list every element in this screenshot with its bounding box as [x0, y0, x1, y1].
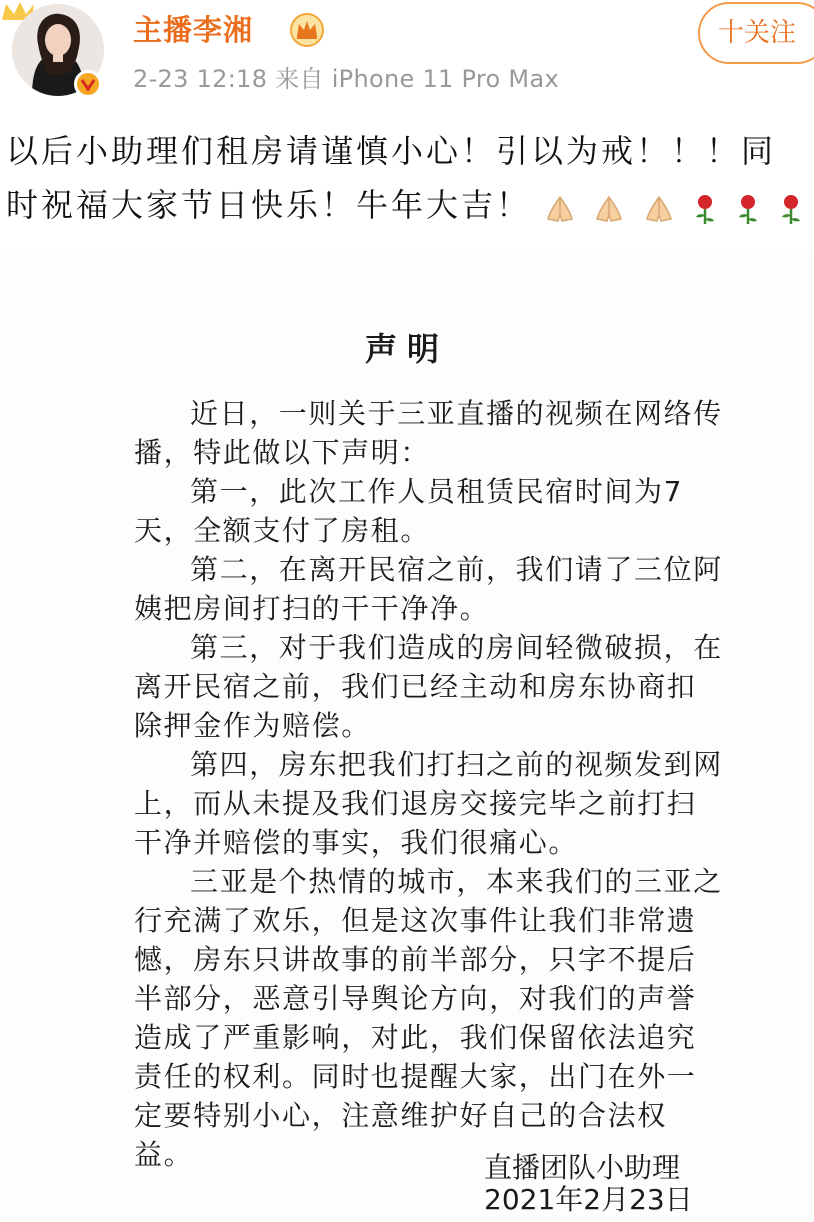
post-text-line-content: 时祝福大家节日快乐！牛年大吉！ [6, 186, 532, 224]
statement-paragraph: 近日，一则关于三亚直播的视频在网络传播，特此做以下声明： [134, 397, 723, 469]
statement-title: 声明 [364, 330, 449, 368]
emoji-row [544, 180, 808, 234]
statement-paragraph: 第二，在离开民宿之前，我们请了三位阿姨把房间打扫的干干净净。 [134, 553, 723, 625]
rose-icon [692, 193, 718, 225]
pray-hands-icon [643, 193, 675, 225]
statement-paragraph: 第四，房东把我们打扫之前的视频发到网上，而从未提及我们退房交接完毕之前打扫干净并赔偿的事实，我们很痛心。 [134, 748, 723, 859]
post-meta: 2-23 12:18 来自 iPhone 11 Pro Max [133, 65, 559, 93]
rose-icon [778, 193, 804, 225]
post-text-line [6, 178, 812, 234]
statement-paragraph: 第三，对于我们造成的房间轻微破损，在离开民宿之前，我们已经主动和房东协商扣除押金作为赔偿。 [134, 631, 723, 742]
rose-icon [735, 193, 761, 225]
statement-paragraph: 三亚是个热情的城市，本来我们的三亚之行充满了欢乐，但是这次事件让我们非常遗憾，房东只讲故事的前半部分，只字不提后半部分，恶意引导舆论方向，对我们的声誉造成了严重影响，对此，我们保留依法追究责任的权利。同时也提醒大家，出门在外一定要特别小心，注意维护好自己的合法权益。 [134, 865, 723, 1171]
follow-button[interactable]: 十关注 [698, 2, 814, 64]
post-header [0, 0, 814, 110]
post-text-line: 以后小助理们租房请谨慎小心！引以为戒！！！同 [6, 132, 777, 170]
verified-badge-icon [74, 70, 102, 98]
pray-hands-icon [593, 193, 625, 225]
statement-image[interactable] [0, 250, 814, 1222]
post-text [6, 124, 812, 234]
statement-signature [484, 1152, 693, 1216]
statement-body [134, 394, 724, 1174]
username[interactable]: 主播李湘 [133, 13, 254, 47]
pray-hands-icon [544, 193, 576, 225]
statement-paragraph: 第一，此次工作人员租赁民宿时间为7天，全额支付了房租。 [134, 475, 684, 547]
vip-crown-icon[interactable] [289, 12, 325, 48]
signature-date: 2021年2月23日 [484, 1183, 693, 1216]
signature-team: 直播团队小助理 [484, 1151, 681, 1184]
